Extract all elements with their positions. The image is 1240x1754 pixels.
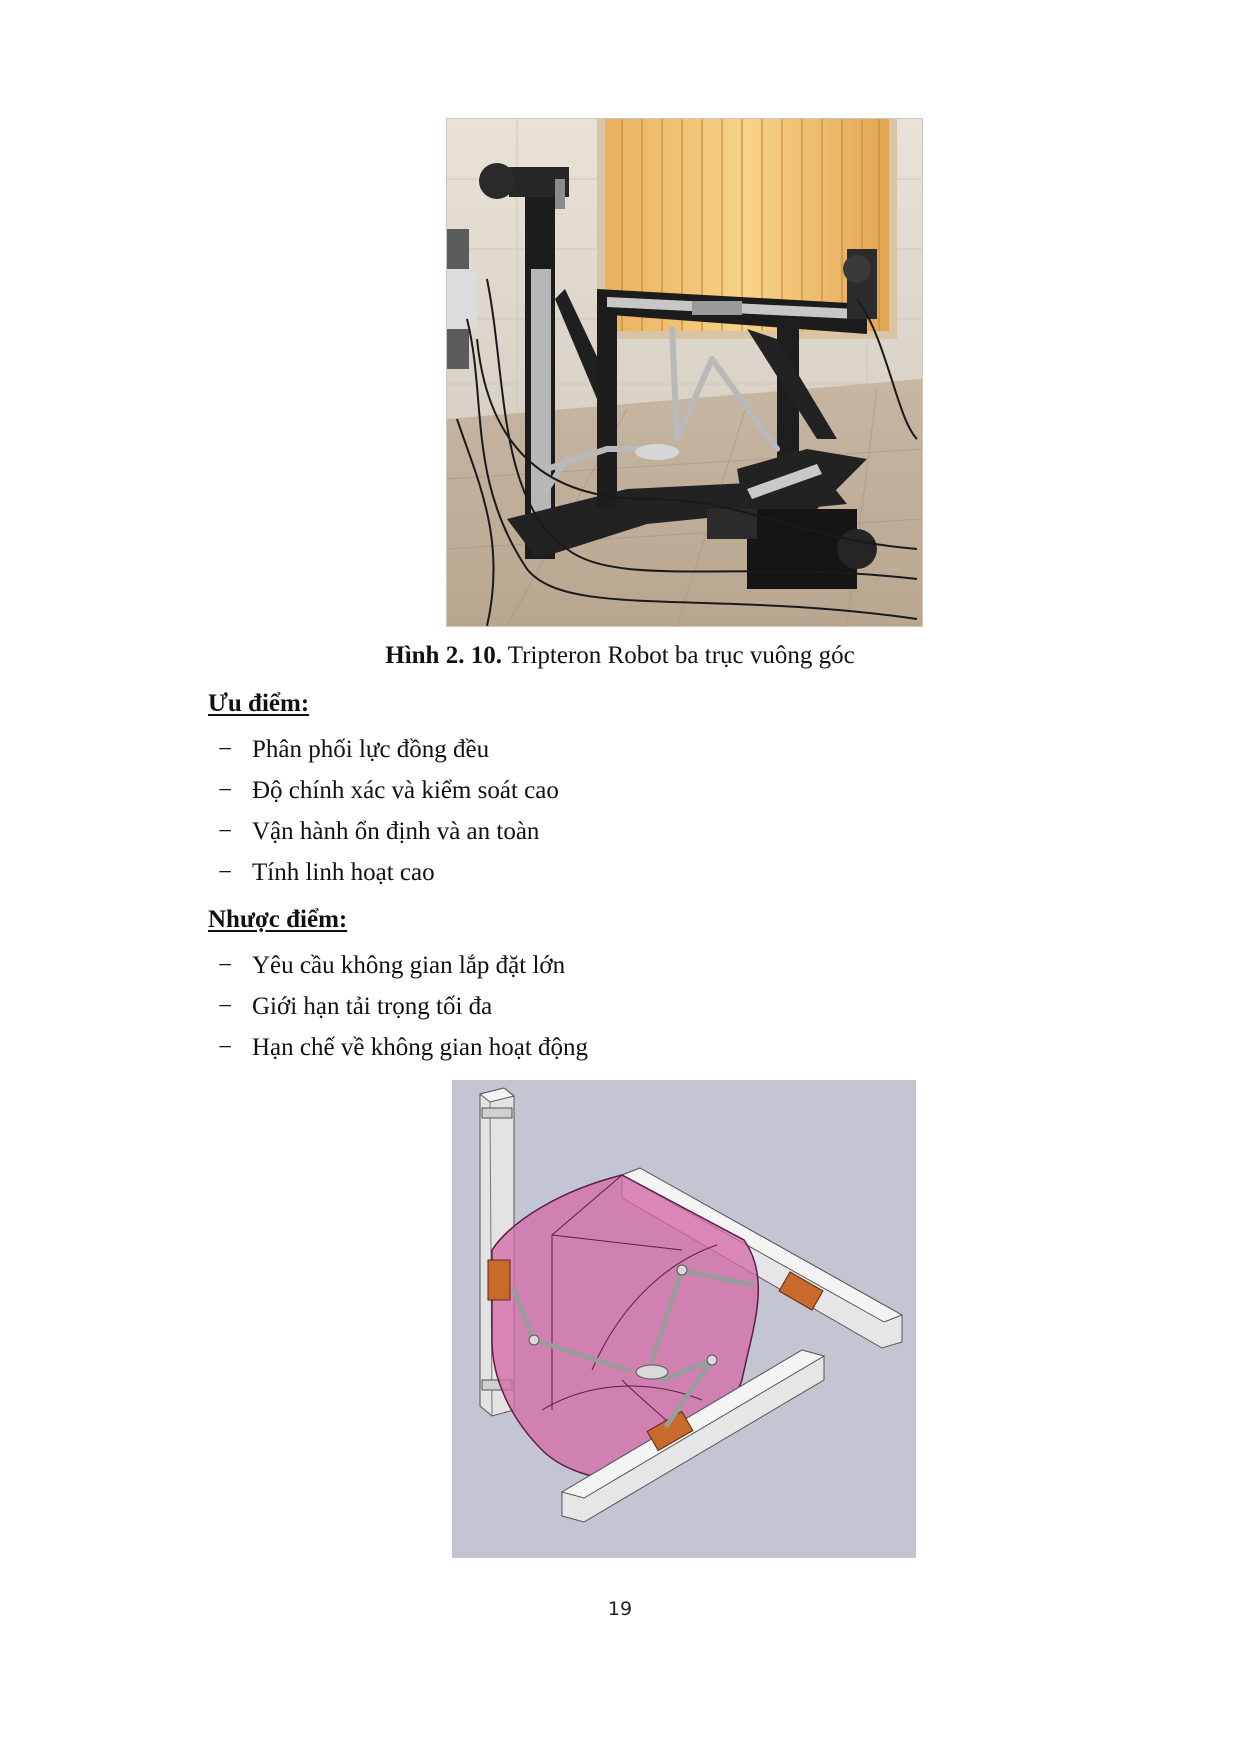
list-item bbox=[214, 733, 559, 774]
list-item-text: Giới hạn tải trọng tối đa bbox=[252, 993, 493, 1020]
page-number: 19 bbox=[607, 1598, 633, 1620]
figure-label: Hình 2. 10. bbox=[385, 642, 502, 669]
list-item bbox=[214, 774, 559, 815]
list-item-text: Vận hành ổn định và an toàn bbox=[252, 818, 540, 845]
tripteron-workspace-cad-render bbox=[452, 1080, 916, 1558]
bullet-dash: − bbox=[218, 1034, 233, 1061]
list-item-text: Độ chính xác và kiểm soát cao bbox=[252, 777, 559, 804]
list-item-text: Tính linh hoạt cao bbox=[252, 859, 435, 886]
bullet-dash: − bbox=[218, 993, 233, 1020]
list-item bbox=[214, 856, 559, 897]
figure-caption bbox=[0, 642, 1240, 670]
bullet-dash: − bbox=[218, 736, 233, 763]
bullet-dash: − bbox=[218, 952, 233, 979]
list-item-text: Phân phối lực đồng đều bbox=[252, 736, 490, 763]
advantages-heading: Ưu điểm: bbox=[208, 690, 310, 717]
bullet-dash: − bbox=[218, 859, 233, 886]
tripteron-robot-photo bbox=[446, 118, 923, 627]
figure-caption-text: Tripteron Robot ba trục vuông góc bbox=[501, 642, 855, 669]
disadvantages-list bbox=[214, 949, 588, 1072]
list-item bbox=[214, 949, 588, 990]
bullet-dash: − bbox=[218, 818, 233, 845]
list-item bbox=[214, 815, 559, 856]
advantages-list bbox=[214, 733, 559, 897]
list-item-text: Yêu cầu không gian lắp đặt lớn bbox=[252, 952, 566, 979]
list-item-text: Hạn chế về không gian hoạt động bbox=[252, 1034, 589, 1061]
disadvantages-heading: Nhược điểm: bbox=[208, 906, 348, 933]
list-item bbox=[214, 1031, 588, 1072]
list-item bbox=[214, 990, 588, 1031]
bullet-dash: − bbox=[218, 777, 233, 804]
